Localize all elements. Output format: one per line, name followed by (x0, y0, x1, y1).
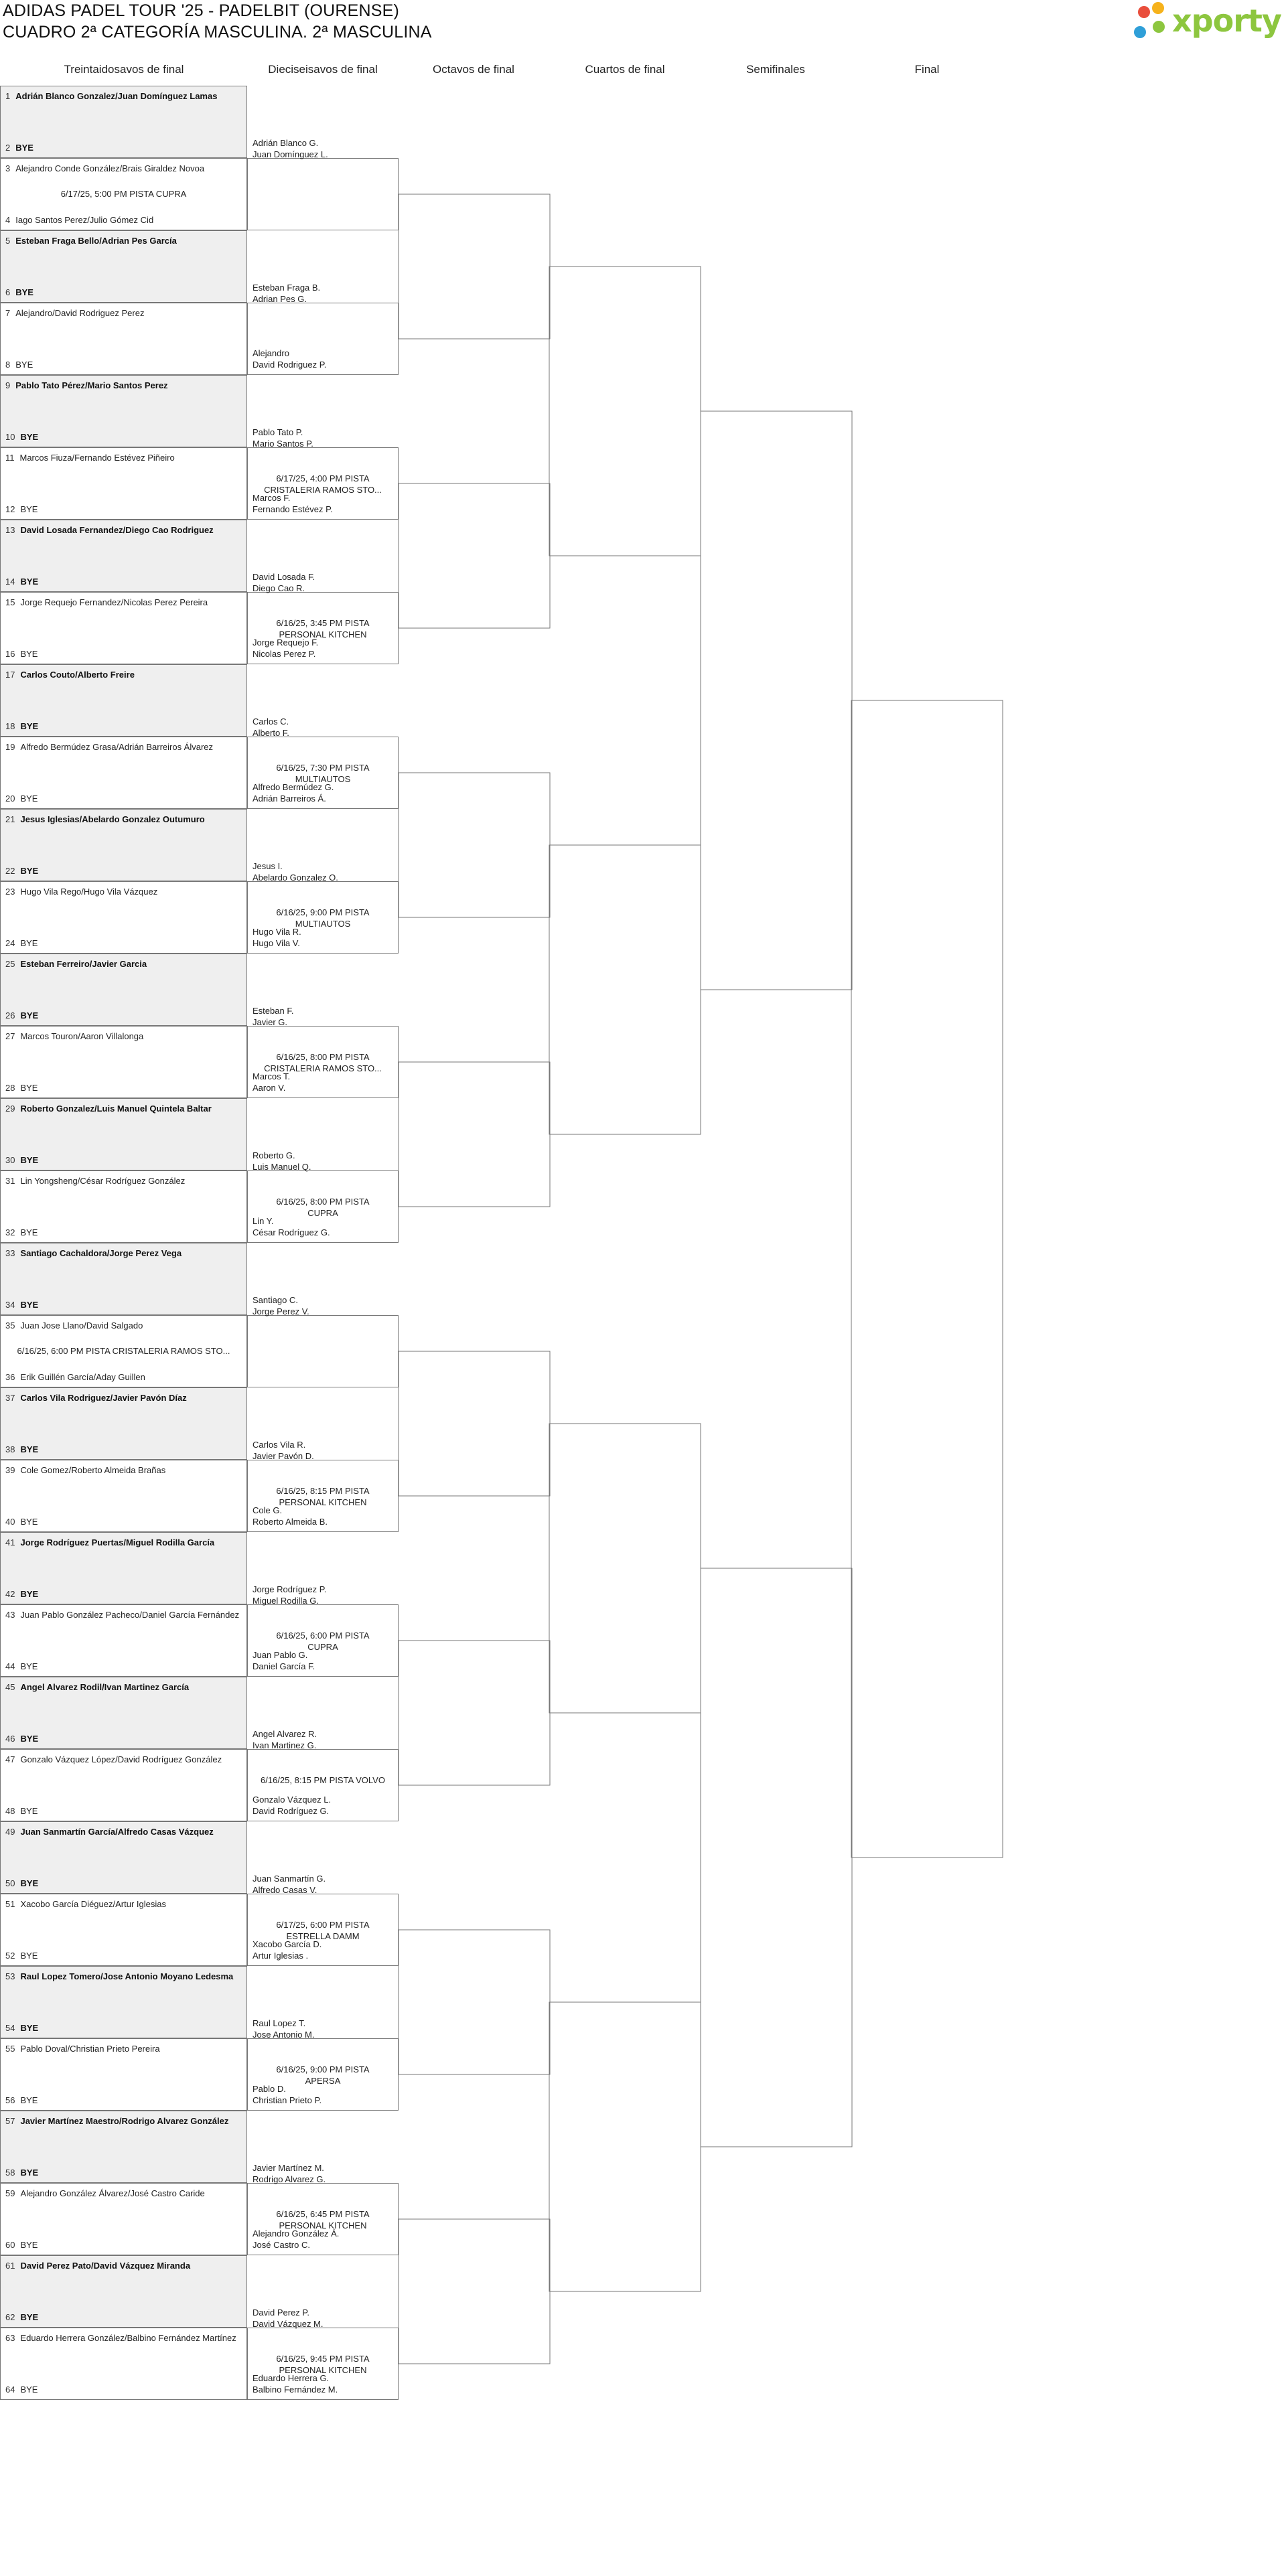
player-pair: BYE (20, 2095, 38, 2105)
player-name: Adrián Barreiros Á. (253, 793, 326, 804)
player-name: Alejandro González Á. (253, 2228, 340, 2239)
seed-number: 4 (5, 215, 11, 225)
schedule-line: 6/16/25, 9:45 PM PISTA (276, 2354, 370, 2364)
schedule-line: 6/16/25, 6:45 PM PISTA (276, 2209, 370, 2219)
schedule-line: PERSONAL KITCHEN (279, 2220, 367, 2230)
player-name: Angel Alvarez R. (253, 1729, 317, 1739)
player-pair: BYE (20, 2168, 39, 2178)
player-pair: BYE (20, 1734, 39, 1744)
match-r16-8[interactable] (399, 2219, 550, 2364)
seed-number: 16 (5, 649, 15, 659)
schedule-line: 6/16/25, 9:00 PM PISTA (276, 2064, 370, 2074)
player-pair: Hugo Vila Rego/Hugo Vila Vázquez (20, 887, 158, 897)
player-name: Carlos C. (253, 716, 289, 727)
logo-text: xporty (1172, 3, 1281, 39)
player-name: Jorge Perez V. (253, 1306, 309, 1316)
seed-number: 24 (5, 938, 15, 948)
player-pair: BYE (20, 649, 38, 659)
player-name: Fernando Estévez P. (253, 504, 333, 514)
player-name: Raul Lopez T. (253, 2018, 306, 2028)
round-header-sf: Semifinales (746, 63, 805, 76)
seed-number: 29 (5, 1104, 15, 1114)
match-r16-5[interactable] (399, 1351, 550, 1496)
schedule-line: 6/16/25, 6:00 PM PISTA (276, 1631, 370, 1641)
seed-number: 61 (5, 2261, 15, 2271)
seed-number: 10 (5, 432, 15, 442)
schedule-line: PERSONAL KITCHEN (279, 2365, 367, 2375)
player-name: Balbino Fernández M. (253, 2384, 338, 2395)
player-name: David Vázquez M. (253, 2319, 324, 2329)
seed-number: 42 (5, 1589, 15, 1599)
seed-number: 46 (5, 1734, 15, 1744)
seed-number: 33 (5, 1248, 15, 1258)
schedule-line: 6/16/25, 8:00 PM PISTA (276, 1052, 370, 1062)
player-pair: Juan Jose Llano/David Salgado (20, 1320, 143, 1331)
round-header-r64: Treintaidosavos de final (64, 63, 184, 76)
seed-number: 14 (5, 577, 15, 587)
seed-number: 37 (5, 1393, 15, 1403)
match-qf-3[interactable] (549, 1424, 701, 1713)
seed-number: 15 (5, 597, 15, 607)
player-pair: BYE (20, 1227, 38, 1237)
player-name: Alfredo Casas V. (253, 1885, 317, 1895)
seed-number: 48 (5, 1806, 15, 1816)
schedule-line: 6/17/25, 6:00 PM PISTA (276, 1920, 370, 1930)
player-name: Jorge Requejo F. (253, 637, 319, 648)
player-pair: BYE (20, 1083, 38, 1093)
seed-number: 50 (5, 1878, 15, 1888)
player-name: Esteban F. (253, 1006, 294, 1016)
seed-number: 51 (5, 1899, 15, 1909)
player-name: Marcos T. (253, 1071, 291, 1081)
seed-number: 22 (5, 866, 15, 876)
seed-number: 57 (5, 2116, 15, 2126)
player-name: Lin Y. (253, 1216, 274, 1226)
player-pair: BYE (20, 1806, 38, 1816)
player-name: Mario Santos P. (253, 439, 313, 449)
player-pair: Alejandro González Álvarez/José Castro Caride (20, 2188, 205, 2198)
player-pair: Cole Gomez/Roberto Almeida Brañas (20, 1465, 166, 1475)
seed-number: 47 (5, 1754, 15, 1764)
schedule-line: 6/16/25, 7:30 PM PISTA (276, 763, 370, 773)
player-name: Marcos F. (253, 493, 291, 503)
page-title: ADIDAS PADEL TOUR '25 - PADELBIT (OURENSE) (3, 1, 400, 20)
round-header-r32: Dieciseisavos de final (268, 63, 378, 76)
match-sf-2[interactable] (701, 1568, 852, 2147)
seed-number: 41 (5, 1537, 15, 1547)
seed-number: 21 (5, 814, 15, 824)
seed-number: 56 (5, 2095, 15, 2105)
seed-number: 25 (5, 959, 15, 969)
player-name: Esteban Fraga B. (253, 283, 321, 293)
player-pair: Esteban Ferreiro/Javier Garcia (20, 959, 147, 969)
schedule-line: 6/16/25, 8:15 PM PISTA VOLVO (261, 1775, 385, 1785)
player-pair: BYE (20, 1300, 39, 1310)
player-pair: Adrián Blanco Gonzalez/Juan Domínguez Lamas (15, 91, 218, 101)
player-name: Aaron V. (253, 1083, 286, 1093)
player-name: Javier G. (253, 1017, 288, 1027)
seed-number: 19 (5, 742, 15, 752)
match-qf-4[interactable] (549, 2002, 701, 2291)
player-pair: Esteban Fraga Bello/Adrian Pes García (15, 236, 177, 246)
match-qf-2[interactable] (549, 845, 701, 1134)
player-pair: Angel Alvarez Rodil/Ivan Martinez García (20, 1682, 190, 1692)
seed-number: 60 (5, 2240, 15, 2250)
player-name: Juan Sanmartín G. (253, 1874, 326, 1884)
seed-number: 40 (5, 1517, 15, 1527)
match-r16-6[interactable] (399, 1641, 550, 1785)
player-pair: Jesus Iglesias/Abelardo Gonzalez Outumuro (20, 814, 205, 824)
player-pair: BYE (20, 1155, 39, 1165)
player-pair: BYE (20, 1878, 39, 1888)
player-name: Jesus I. (253, 861, 283, 871)
player-name: Adrian Pes G. (253, 294, 307, 304)
player-name: Javier Martínez M. (253, 2163, 324, 2173)
player-pair: BYE (20, 1010, 39, 1020)
seed-number: 7 (5, 308, 11, 318)
seed-number: 5 (5, 236, 11, 246)
seed-number: 39 (5, 1465, 15, 1475)
schedule-line: MULTIAUTOS (295, 774, 351, 784)
player-pair: David Perez Pato/David Vázquez Miranda (20, 2261, 191, 2271)
player-name: David Rodriguez P. (253, 360, 327, 370)
seed-number: 2 (5, 143, 11, 153)
match-r16-3[interactable] (399, 773, 550, 917)
seed-number: 18 (5, 721, 15, 731)
player-pair: Marcos Touron/Aaron Villalonga (20, 1031, 144, 1041)
seed-number: 49 (5, 1827, 15, 1837)
player-pair: Roberto Gonzalez/Luis Manuel Quintela Baltar (20, 1104, 212, 1114)
player-pair: BYE (20, 2240, 38, 2250)
schedule-line: CRISTALERIA RAMOS STO... (264, 485, 382, 495)
seed-number: 35 (5, 1320, 15, 1331)
match-qf-1[interactable] (549, 267, 701, 556)
player-pair: Jorge Requejo Fernandez/Nicolas Perez Pereira (20, 597, 208, 607)
seed-number: 62 (5, 2312, 15, 2322)
player-pair: BYE (20, 938, 38, 948)
player-pair: Erik Guillén García/Aday Guillen (20, 1372, 145, 1382)
player-pair: Gonzalo Vázquez López/David Rodríguez González (20, 1754, 222, 1764)
schedule-line: 6/16/25, 3:45 PM PISTA (276, 618, 370, 628)
seed-number: 54 (5, 2023, 15, 2033)
match-sf-1[interactable] (701, 411, 852, 990)
seed-number: 31 (5, 1176, 15, 1186)
player-name: Juan Pablo G. (253, 1650, 308, 1660)
player-pair: Raul Lopez Tomero/Jose Antonio Moyano Ledesma (20, 1971, 234, 1981)
player-pair: BYE (20, 1517, 38, 1527)
match-final-1[interactable] (851, 700, 1003, 1858)
seed-number: 34 (5, 1300, 15, 1310)
seed-number: 8 (5, 360, 11, 370)
seed-number: 11 (5, 453, 15, 463)
player-name: Eduardo Herrera G. (253, 2373, 330, 2383)
player-pair: BYE (20, 2312, 39, 2322)
player-pair: Carlos Couto/Alberto Freire (20, 670, 135, 680)
player-pair: Marcos Fiuza/Fernando Estévez Piñeiro (19, 453, 175, 463)
seed-number: 26 (5, 1010, 15, 1020)
player-pair: Juan Sanmartín García/Alfredo Casas Vázquez (20, 1827, 214, 1837)
player-pair: BYE (20, 793, 38, 804)
seed-number: 52 (5, 1951, 15, 1961)
seed-number: 45 (5, 1682, 15, 1692)
seed-number: 27 (5, 1031, 15, 1041)
player-name: Hugo Vila V. (253, 938, 300, 948)
player-name: Alfredo Bermúdez G. (253, 782, 334, 792)
seed-number: 6 (5, 287, 11, 297)
round-header-final: Final (914, 63, 940, 76)
player-pair: BYE (20, 1589, 39, 1599)
schedule-line: PERSONAL KITCHEN (279, 1497, 367, 1507)
player-name: Jose Antonio M. (253, 2030, 315, 2040)
seed-number: 58 (5, 2168, 15, 2178)
match-r16-7[interactable] (399, 1930, 550, 2074)
player-pair: Lin Yongsheng/César Rodríguez González (20, 1176, 186, 1186)
schedule-line: CRISTALERIA RAMOS STO... (264, 1063, 382, 1073)
seed-number: 13 (5, 525, 15, 535)
match-schedule: 6/17/25, 5:00 PM PISTA CUPRA (60, 189, 187, 199)
player-name: Alejandro (253, 348, 289, 358)
player-name: César Rodríguez G. (253, 1227, 330, 1237)
player-pair: BYE (20, 866, 39, 876)
player-name: Luis Manuel Q. (253, 1162, 311, 1172)
player-pair: Eduardo Herrera González/Balbino Fernández Martínez (20, 2333, 236, 2343)
player-name: Pablo Tato P. (253, 427, 303, 437)
player-name: Javier Pavón D. (253, 1451, 314, 1461)
player-name: Nicolas Perez P. (253, 649, 316, 659)
seed-number: 32 (5, 1227, 15, 1237)
player-pair: Iago Santos Perez/Julio Gómez Cid (15, 215, 154, 225)
schedule-line: CUPRA (307, 1208, 338, 1218)
schedule-line: 6/16/25, 9:00 PM PISTA (276, 907, 370, 917)
player-pair: Alejandro/David Rodriguez Perez (15, 308, 145, 318)
player-name: Christian Prieto P. (253, 2095, 322, 2105)
seed-number: 64 (5, 2384, 15, 2395)
player-name: Alberto F. (253, 728, 289, 738)
player-name: Miguel Rodilla G. (253, 1596, 319, 1606)
schedule-line: 6/16/25, 8:00 PM PISTA (276, 1197, 370, 1207)
player-name: David Perez P. (253, 2307, 310, 2318)
player-name: Roberto G. (253, 1150, 295, 1160)
player-name: David Losada F. (253, 572, 315, 582)
match-r16-1[interactable] (399, 194, 550, 339)
schedule-line: MULTIAUTOS (295, 919, 351, 929)
seed-number: 59 (5, 2188, 15, 2198)
player-pair: Pablo Doval/Christian Prieto Pereira (20, 2044, 160, 2054)
seed-number: 17 (5, 670, 15, 680)
seed-number: 9 (5, 380, 11, 390)
seed-number: 63 (5, 2333, 15, 2343)
player-name: Adrián Blanco G. (253, 138, 319, 148)
match-schedule: 6/16/25, 6:00 PM PISTA CRISTALERIA RAMOS STO... (17, 1346, 230, 1356)
player-pair: BYE (15, 143, 33, 153)
seed-number: 43 (5, 1610, 15, 1620)
player-name: Daniel García F. (253, 1661, 315, 1671)
player-name: José Castro C. (253, 2240, 310, 2250)
player-pair: Carlos Vila Rodriguez/Javier Pavón Díaz (20, 1393, 187, 1403)
seed-number: 53 (5, 1971, 15, 1981)
player-pair: BYE (20, 1661, 38, 1671)
player-pair: Javier Martínez Maestro/Rodrigo Alvarez González (20, 2116, 229, 2126)
player-name: Artur Iglesias . (253, 1951, 309, 1961)
player-pair: BYE (20, 504, 38, 514)
player-name: Juan Domínguez L. (253, 149, 328, 159)
player-pair: Santiago Cachaldora/Jorge Perez Vega (20, 1248, 182, 1258)
player-name: Roberto Almeida B. (253, 1517, 328, 1527)
player-pair: BYE (20, 721, 39, 731)
seed-number: 38 (5, 1444, 15, 1454)
schedule-line: 6/17/25, 4:00 PM PISTA (276, 473, 370, 483)
player-pair: Pablo Tato Pérez/Mario Santos Perez (15, 380, 168, 390)
player-pair: BYE (20, 432, 39, 442)
player-name: Santiago C. (253, 1295, 298, 1305)
seed-number: 1 (5, 91, 11, 101)
seed-number: 12 (5, 504, 15, 514)
schedule-line: CUPRA (307, 1642, 338, 1652)
player-name: Abelardo Gonzalez O. (253, 873, 338, 883)
player-name: Pablo D. (253, 2084, 286, 2094)
round-header-qf: Cuartos de final (585, 63, 665, 76)
player-pair: BYE (15, 360, 33, 370)
page-subtitle: CUADRO 2ª CATEGORÍA MASCULINA. 2ª MASCULINA (3, 23, 432, 42)
player-name: Cole G. (253, 1505, 283, 1515)
player-name: Gonzalo Vázquez L. (253, 1795, 332, 1805)
seed-number: 36 (5, 1372, 15, 1382)
round-header-r16: Octavos de final (433, 63, 514, 76)
player-pair: BYE (15, 287, 33, 297)
seed-number: 55 (5, 2044, 15, 2054)
player-name: Xacobo García D. (253, 1939, 322, 1949)
seed-number: 3 (5, 163, 11, 173)
match-r16-4[interactable] (399, 1062, 550, 1207)
schedule-line: ESTRELLA DAMM (286, 1931, 360, 1941)
seed-number: 28 (5, 1083, 15, 1093)
player-name: Ivan Martinez G. (253, 1740, 317, 1750)
player-name: David Rodríguez G. (253, 1806, 330, 1816)
seed-number: 23 (5, 887, 15, 897)
seed-number: 20 (5, 793, 15, 804)
seed-number: 44 (5, 1661, 15, 1671)
player-pair: Xacobo García Diéguez/Artur Iglesias (20, 1899, 166, 1909)
player-pair: Jorge Rodríguez Puertas/Miguel Rodilla García (20, 1537, 215, 1547)
match-r16-2[interactable] (399, 483, 550, 628)
player-pair: BYE (20, 1951, 38, 1961)
schedule-line: PERSONAL KITCHEN (279, 629, 367, 639)
player-name: Rodrigo Alvarez G. (253, 2174, 326, 2184)
player-pair: Juan Pablo González Pacheco/Daniel García Fernández (20, 1610, 240, 1620)
player-name: Jorge Rodríguez P. (253, 1584, 327, 1594)
player-pair: Alejandro Conde González/Brais Giraldez Novoa (15, 163, 205, 173)
player-pair: David Losada Fernandez/Diego Cao Rodriguez (20, 525, 214, 535)
player-pair: BYE (20, 577, 39, 587)
player-pair: BYE (20, 1444, 39, 1454)
player-pair: BYE (20, 2023, 39, 2033)
schedule-line: APERSA (305, 2076, 341, 2086)
player-name: Diego Cao R. (253, 583, 305, 593)
seed-number: 30 (5, 1155, 15, 1165)
schedule-line: 6/16/25, 8:15 PM PISTA (276, 1486, 370, 1496)
player-pair: Alfredo Bermúdez Grasa/Adrián Barreiros Álvarez (20, 742, 214, 752)
player-name: Hugo Vila R. (253, 927, 301, 937)
player-name: Carlos Vila R. (253, 1440, 306, 1450)
player-pair: BYE (20, 2384, 38, 2395)
